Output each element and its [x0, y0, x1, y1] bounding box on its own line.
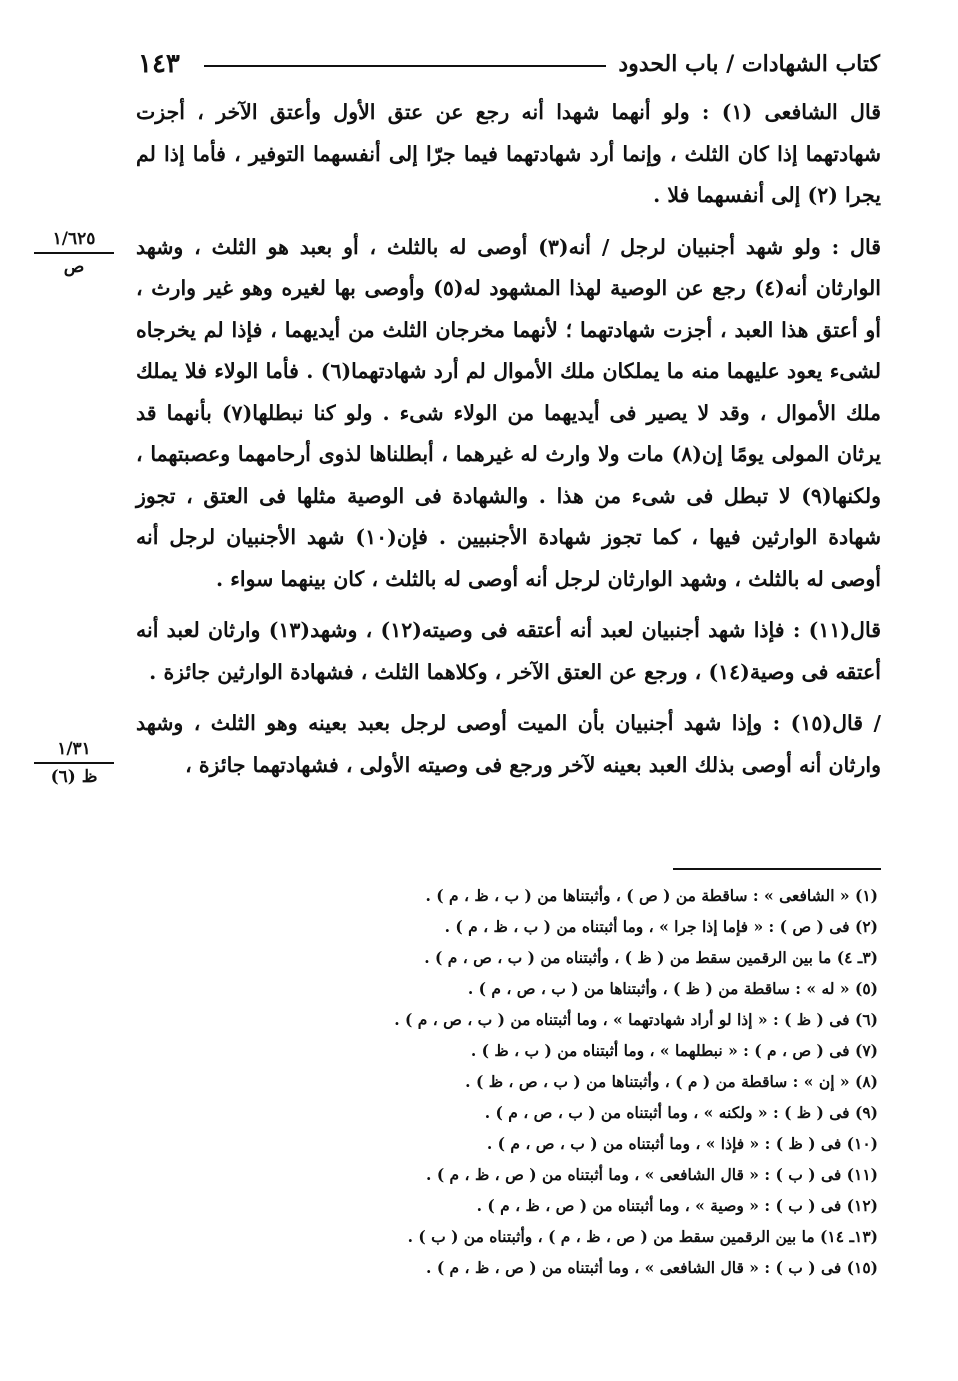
footnote: (٦) فى ( ظ ) : « إذا لو أراد شهادتهما » ، وما أثبتناه من ( ب ، ص ، م ) .	[394, 1010, 878, 1029]
footnote: (١٠) فى ( ظ ) : « فإذا » ، وما أثبتناه من ( ب ، ص ، م ) .	[486, 1134, 878, 1153]
page-number: ١٤٣	[138, 49, 180, 79]
margin-note-manuscript-ref	[34, 228, 114, 278]
paragraph: قال : ولو شهد أجنبيان لرجل / أنه(٣) أوصى له بالثلث ، أو بعبد هو الثلث ، وشهد الوارثان أنه(٤) رجع عن الوصية لهذا المشهود له(٥) وأوصى بها لغيره وهو غير وارث ، أو أعتق هذا العبد ، أجزت شهادتهما ؛ لأنهما مخرجان الثلث من أيديهما ، فإذا لم يخرجاه لشىء يعود عليهما منه ما يملكان ملك الأموال لم أرد شهادتهما(٦) . فأما الولاء فلا يملك ملك الأموال ، وقد لا يصير فى أيديهما من الولاء شىء . ولو كنا نبطلها(٧) بأنهما قد يرثان المولى يومًا إن(٨) مات ولا وارث له غيرهما ، أبطلناها لذوى أرحامهما وعصبتهما ، ولكنها(٩) لا تبطل فى شىء من هذا . والشهادة فى الوصية مثلها فى العتق ، تجوز شهادة الوارثين فيها ، كما تجوز شهادة الأجنبيين . فإن(١٠) شهد الأجنبيان لرجل أنه أوصى له بالثلث ، وشهد الوارثان لرجل أنه أوصى له بالثلث ، كان بينهما سواء .	[136, 234, 882, 591]
footnote-separator	[673, 868, 881, 870]
header-rule	[204, 65, 606, 67]
footnote: (٥) « له » : ساقطة من ( ظ ) ، وأثبتناها من ( ب ، ص ، م ) .	[467, 979, 878, 998]
footnotes	[300, 880, 878, 1283]
margin-note-manuscript-ref	[34, 738, 114, 788]
footnote: (٩) فى ( ظ ) : « ولكنه » ، وما أثبتناه من ( ب ، ص ، م ) .	[484, 1103, 878, 1122]
running-title: كتاب الشهادات / باب الحدود	[618, 51, 880, 77]
paragraph: قال الشافعى (١) : ولو أنهما شهدا أنه رجع عن عتق الأول وأعتق الآخر ، أجزت شهادتهما إذا كان الثلث ، وإنما أرد شهادتهما فيما جرّا إلى أنفسهما التوفير ، فأما إذا لم يجرا (٢) إلى أنفسهما فلا .	[136, 100, 882, 207]
main-text	[136, 92, 881, 796]
margin-note-folio: ١/٣١	[34, 738, 114, 764]
page-header	[138, 44, 880, 84]
paragraph: / قال(١٥) : وإذا شهد أجنبيان بأن الميت أوصى لرجل بعبد بعينه وهو الثلث ، وشهد وارثان أنه أوصى بذلك العبد بعينه لآخر ورجع فى وصيته الأولى ، فشهادتهما جائزة ،	[136, 711, 881, 777]
footnote: (٢) فى ( ص ) : « فإما إذا جرا » ، وما أثبتناه من ( ب ، ظ ، م ) .	[444, 917, 878, 936]
footnote: (١١) فى ( ب ) : « قال الشافعى » ، وما أثبتناه من ( ص ، ظ ، م ) .	[426, 1165, 878, 1184]
footnote: (٧) فى ( ص ، م ) : « نبطلهما » ، وما أثبتناه من ( ب ، ظ ) .	[470, 1041, 878, 1060]
paragraph: قال(١١) : فإذا شهد أجنبيان لعبد أنه أعتقه فى وصيته(١٢) ، وشهد(١٣) وارثان لعبد أنه أعتقه فى وصية(١٤) ، ورجع عن العتق الآخر ، وكلاهما الثلث ، فشهادة الوارثين جائزة .	[136, 618, 881, 684]
footnote: (١٥) فى ( ب ) : « قال الشافعى » ، وما أثبتناه من ( ص ، ظ ، م ) .	[426, 1258, 878, 1277]
footnote: (٨) « إن » : ساقطة من ( م ) ، وأثبتناها من ( ب ، ص ، ظ ) .	[465, 1072, 878, 1091]
footnote: (١) « الشافعى » : ساقطة من ( ص ) ، وأثبتناها من ( ب ، ظ ، م ) .	[425, 886, 878, 905]
footnote: (١٣ـ ١٤) ما بين الرقمين سقط من ( ص ، ظ ، م ) ، وأثبتناه من ( ب ) .	[407, 1227, 878, 1246]
margin-note-siglum: ص	[63, 257, 85, 277]
margin-note-folio: ١/٦٢٥	[34, 228, 114, 254]
footnote: (٣ـ ٤) ما بين الرقمين سقط من ( ظ ) ، وأثبتناه من ( ب ، ص ، م ) .	[424, 948, 878, 967]
footnote: (١٢) فى ( ب ) : « وصية » ، وما أثبتناه من ( ص ، ظ ، م ) .	[476, 1196, 878, 1215]
margin-note-siglum: ظ (٦)	[50, 767, 98, 787]
